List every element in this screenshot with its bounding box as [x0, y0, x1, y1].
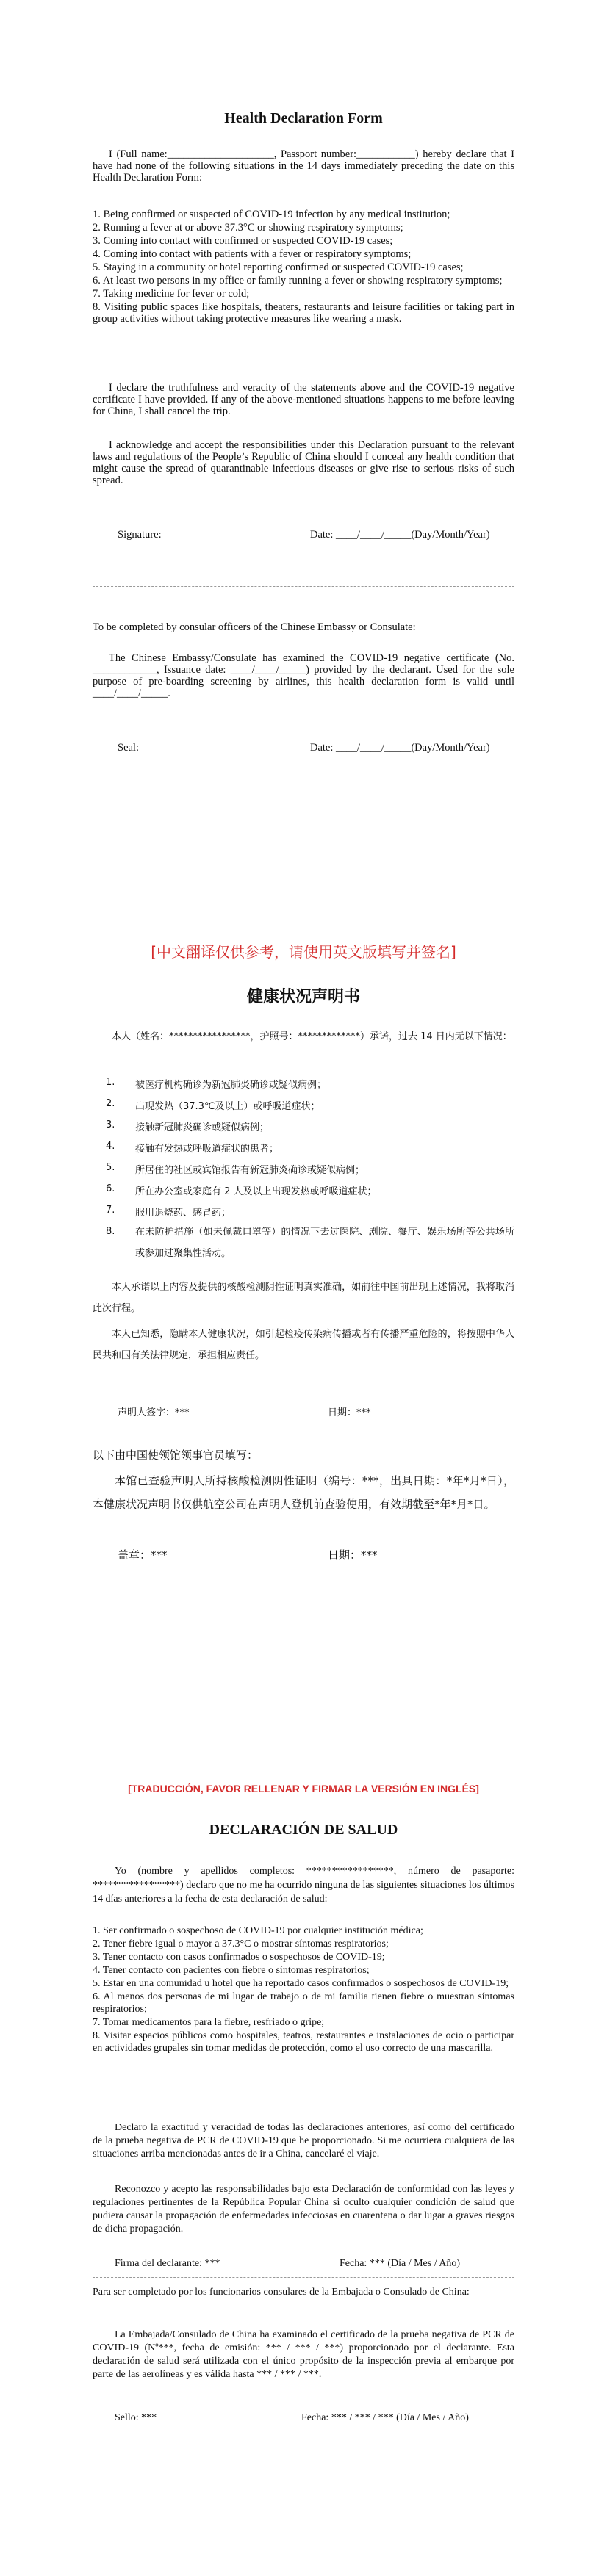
list-text: 接触新冠肺炎确诊或疑似病例；: [135, 1122, 270, 1133]
consular-paragraph: The Chinese Embassy/Consulate has examined the COVID-19 negative certificate (No. ____________, Issuance date: ____/____/_____) provided by the declarant. Used for the sole purpose of pre-boarding screening by airlines, this health declaration form is valid until ____/____/_____.: [93, 652, 514, 699]
seal-date: Date: ____/____/_____(Day/Month/Year): [310, 742, 490, 754]
list-item: 3. Coming into contact with confirmed or suspected COVID-19 cases;: [93, 235, 393, 247]
truthfulness-paragraph: Declaro la exactitud y veracidad de todas las declaraciones anteriores, así como del certificado de la prueba negativa de PCR de COVID-19 que he proporcionado. Si me ocurriera cualquiera de las situaciones arriba mencionadas antes de ir a China, cancelaré el viaje.: [93, 2122, 514, 2160]
list-item: 2. Tener fiebre igual o mayor a 37.3°C o mostrar síntomas respiratorios;: [93, 1938, 389, 1949]
situation-list: [93, 1924, 514, 2055]
intro-paragraph: Yo (nombre y apellidos completos: *****************, número de pasaporte: *****************) declaro que no me ha ocurrido ninguna de las siguientes situaciones los últimos 14 días anteriores a la fecha de esta declaración de salud:: [93, 1866, 514, 1905]
intro-paragraph: I (Full name:____________________, Passport number:___________) hereby declare that I have had none of the following situations in the 14 days immediately preceding the date on this Health Declaration Form:: [93, 148, 514, 184]
list-item: [93, 1119, 514, 1141]
list-number: 3.: [106, 1119, 115, 1130]
page-title: 健康状况声明书: [246, 988, 360, 1006]
translation-note: [中文翻译仅供参考，请使用英文版填写并签名]: [151, 943, 456, 961]
list-item: [93, 1226, 514, 1269]
situation-list: [93, 209, 514, 326]
signature-label: 声明人签字：***: [118, 1407, 190, 1418]
list-item: [93, 1141, 514, 1162]
list-number: 1.: [106, 1077, 115, 1088]
signature-date: Fecha: *** (Día / Mes / Año): [340, 2258, 461, 2269]
list-item: [93, 1183, 514, 1205]
list-number: 4.: [106, 1141, 115, 1152]
list-item: 5. Estar en una comunidad u hotel que ha reportado casos confirmados o sospechosos de COVID-19;: [93, 1978, 509, 1989]
truthfulness-paragraph: 本人承诺以上内容及提供的核酸检测阴性证明真实准确，如前往中国前出现上述情况，我将取消此次行程。: [93, 1282, 514, 1314]
list-number: 6.: [106, 1183, 115, 1194]
list-item: 3. Tener contacto con casos confirmados o sospechosos de COVID-19;: [93, 1952, 385, 1963]
page-title: Health Declaration Form: [224, 110, 383, 126]
responsibility-paragraph: I acknowledge and accept the responsibilities under this Declaration pursuant to the relevant laws and regulations of the People’s Republic of China should I conceal any health condition that might cause the spread of quarantinable infectious diseases or give rise to serious risks of such spread.: [93, 439, 514, 486]
list-item: 1. Ser confirmado o sospechoso de COVID-19 por cualquier institución médica;: [93, 1925, 423, 1936]
list-text: 所居住的社区或宾馆报告有新冠肺炎确诊或疑似病例；: [135, 1165, 365, 1176]
list-number: 2.: [106, 1098, 115, 1109]
seal-date: Fecha: *** / *** / *** (Día / Mes / Año): [301, 2412, 469, 2423]
list-item: 8. Visiting public spaces like hospitals, theaters, restaurants and leisure facilities or taking part in group activities without taking protective measures like wearing a mask.: [93, 301, 514, 325]
consular-heading: Para ser completado por los funcionarios consulares de la Embajada o Consulado de China:: [93, 2287, 470, 2298]
translation-note: [TRADUCCIÓN, FAVOR RELLENAR Y FIRMAR LA VERSIÓN EN INGLÉS]: [128, 1783, 479, 1794]
consular-heading: 以下由中国使领馆领事官员填写：: [93, 1448, 259, 1462]
consular-heading: To be completed by consular officers of the Chinese Embassy or Consulate:: [93, 621, 416, 633]
seal-label: 盖章：***: [118, 1548, 168, 1562]
list-item: 4. Coming into contact with patients with a fever or respiratory symptoms;: [93, 248, 412, 260]
responsibility-paragraph: 本人已知悉，隐瞒本人健康状况，如引起检疫传染病传播或者有传播严重危险的，将按照中华人民共和国有关法律规定，承担相应责任。: [93, 1329, 514, 1361]
list-number: 7.: [106, 1205, 115, 1216]
seal-date: 日期：***: [328, 1548, 378, 1562]
list-number: 8.: [106, 1226, 115, 1237]
list-item: [93, 1098, 514, 1119]
list-item: 7. Tomar medicamentos para la fiebre, resfriado o gripe;: [93, 2017, 325, 2028]
section-divider: [93, 2277, 514, 2278]
seal-label: Sello: ***: [115, 2412, 157, 2423]
list-text: 出现发热（37.3℃及以上）或呼吸道症状；: [135, 1101, 320, 1112]
situation-list: [93, 1077, 514, 1269]
list-item: 5. Staying in a community or hotel reporting confirmed or suspected COVID-19 cases;: [93, 261, 464, 273]
signature-label: Signature:: [118, 529, 162, 541]
seal-label: Seal:: [118, 742, 139, 754]
consular-paragraph: La Embajada/Consulado de China ha examinado el certificado de la prueba negativa de PCR de COVID-19 (Nº***, fecha de emisión: *** / *** / ***) proporcionado por el declarante. Esta declaración de salud será utilizada con el único propósito de la inspección previa al embarque por parte de las aerolíneas y es válida hasta *** / *** / ***.: [93, 2329, 514, 2380]
list-item: 4. Tener contacto con pacientes con fiebre o síntomas respiratorios;: [93, 1965, 370, 1976]
list-item: 1. Being confirmed or suspected of COVID-19 infection by any medical institution;: [93, 209, 450, 220]
list-item: 6. Al menos dos personas de mi lugar de trabajo o de mi familia tienen fiebre o muestran síntomas respiratorios;: [93, 1991, 514, 2015]
list-text: 被医疗机构确诊为新冠肺炎确诊或疑似病例；: [135, 1080, 327, 1091]
responsibility-paragraph: Reconozco y acepto las responsabilidades bajo esta Declaración de conformidad con las leyes y regulaciones pertinentes de la República Popular China si oculto cualquier condición de salud que pudiera causar la propagación de enfermedades infecciosas en cuarentena o dar lugar a graves riesgos de dicha propagación.: [93, 2184, 514, 2234]
section-divider: [93, 586, 514, 587]
list-text: 在未防护措施（如未佩戴口罩等）的情况下去过医院、剧院、餐厅、娱乐场所等公共场所或参加过聚集性活动。: [135, 1227, 514, 1259]
list-text: 接触有发热或呼吸道症状的患者；: [135, 1144, 279, 1155]
list-item: 2. Running a fever at or above 37.3°C or showing respiratory symptoms;: [93, 222, 403, 234]
signature-date: 日期：***: [328, 1407, 371, 1418]
intro-paragraph: 本人（姓名：*****************，护照号：*************）承诺，过去 14 日内无以下情况：: [112, 1031, 512, 1042]
list-item: 6. At least two persons in my office or family running a fever or showing respiratory symptoms;: [93, 275, 503, 286]
list-number: 5.: [106, 1162, 115, 1173]
list-item: 7. Taking medicine for fever or cold;: [93, 288, 250, 300]
signature-date: Date: ____/____/_____(Day/Month/Year): [310, 529, 490, 541]
truthfulness-paragraph: I declare the truthfulness and veracity of the statements above and the COVID-19 negative certificate I have provided. If any of the above-mentioned situations happens to me before leaving for China, I shall cancel the trip.: [93, 382, 514, 417]
page-title: DECLARACIÓN DE SALUD: [209, 1822, 398, 1838]
list-text: 服用退烧药、感冒药；: [135, 1208, 231, 1219]
consular-paragraph: 本馆已查验声明人所持核酸检测阴性证明（编号：***，出具日期：*年*月*日），本健康状况声明书仅供航空公司在声明人登机前查验使用，有效期截至*年*月*日。: [93, 1474, 514, 1511]
list-text: 所在办公室或家庭有 2 人及以上出现发热或呼吸道症状；: [135, 1186, 377, 1197]
list-item: [93, 1077, 514, 1098]
list-item: 8. Visitar espacios públicos como hospitales, teatros, restaurantes e instalaciones de ocio o participar en actividades grupales sin tomar medidas de protección, como el uso correcto de una mascarilla.: [93, 2030, 514, 2054]
signature-label: Firma del declarante: ***: [115, 2258, 220, 2269]
list-item: [93, 1162, 514, 1183]
